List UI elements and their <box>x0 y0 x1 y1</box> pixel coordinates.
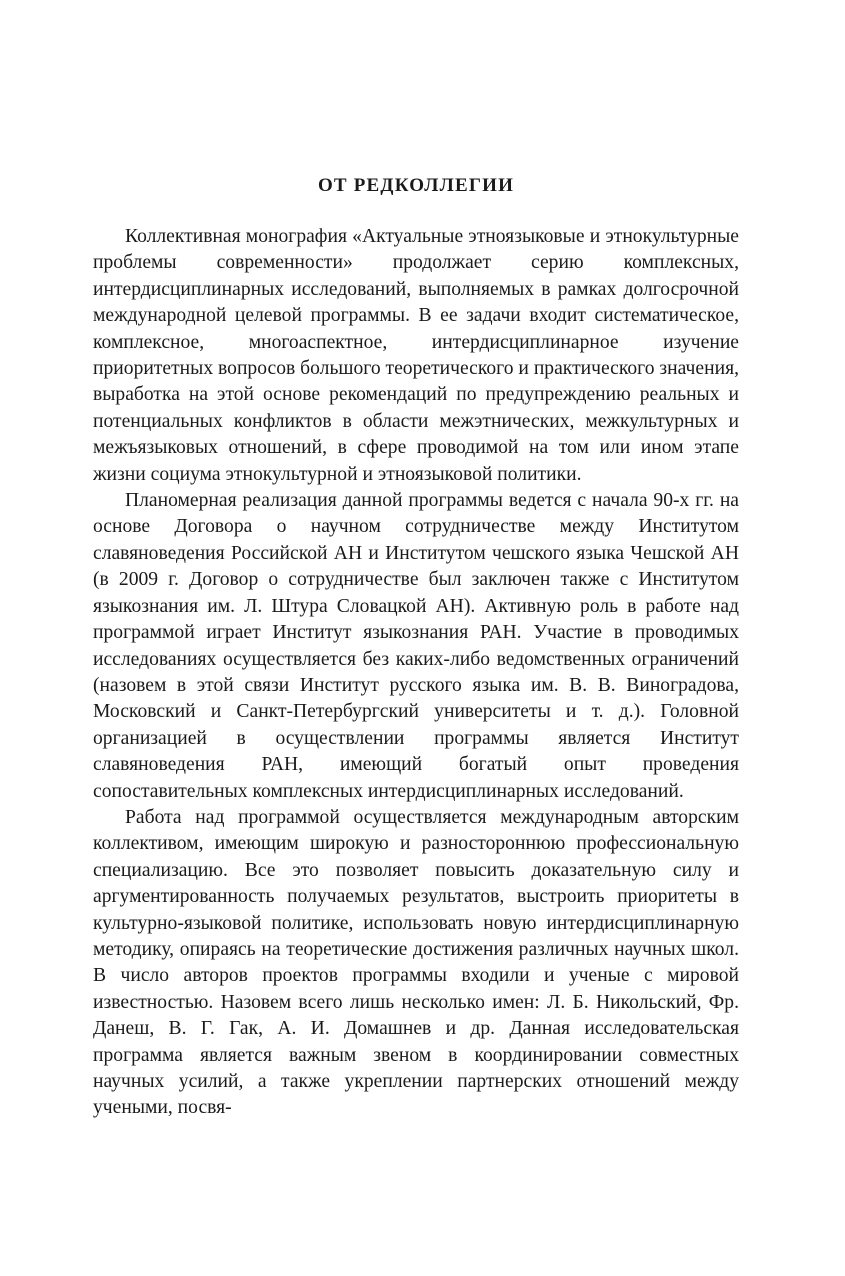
page-title: ОТ РЕДКОЛЛЕГИИ <box>317 175 515 196</box>
page-body <box>93 174 739 1122</box>
paragraph-2: Планомерная реализация данной программы ведется с начала 90-х гг. на основе Договора о научном сотрудничестве между Институтом славяноведения Российской АН и Институтом чешского языка Чешской АН (в 2009 г. Договор о сотрудничестве был заключен также с Институтом языкознания им. Л. Штура Словацкой АН). Активную роль в работе над программой играет Институт языкознания РАН. Участие в проводимых исследованиях осуществляется без каких-либо ведомственных ограничений (назовем в этой связи Институт русского языка им. В. В. Виноградова, Московский и Санкт-Петербургский университеты и т. д.). Головной организацией в осуществлении программы является Институт славяноведения РАН, имеющий богатый опыт проведения сопоставительных комплексных интердисциплинарных исследований. <box>93 490 739 802</box>
paragraph-3: Работа над программой осуществляется международным авторским коллективом, имеющим широкую и разностороннюю профессиональную специализацию. Все это позволяет повысить доказательную силу и аргументированность получаемых результатов, выстроить приоритеты в культурно-языковой политике, использовать новую интердисциплинарную методику, опираясь на теоретические достижения различных научных школ. В число авторов проектов программы входили и ученые с мировой известностью. Назовем всего лишь несколько имен: Л. Б. Никольский, Фр. Данеш, В. Г. Гак, А. И. Домашнев и др. Данная исследовательская программа является важным звеном в координировании совместных научных усилий, а также укреплении партнерских отношений между учеными, посвя- <box>93 806 739 1119</box>
paragraph-1: Коллективная монография «Актуальные этноязыковые и этнокультурные проблемы современности» продолжает серию комплексных, интердисциплинарных исследований, выполняемых в рамках долгосрочной международной целевой программы. В ее задачи входит систематическое, комплексное, многоаспектное, интердисциплинарное изучение приоритетных вопросов большого теоретического и практического значения, выработка на этой основе рекомендаций по предупреждению реальных и потенциальных конфликтов в области межэтнических, межкультурных и межъязыковых отношений, в сфере проводимой на том или ином этапе жизни социума этнокультурной и этноязыковой политики. <box>93 226 739 485</box>
